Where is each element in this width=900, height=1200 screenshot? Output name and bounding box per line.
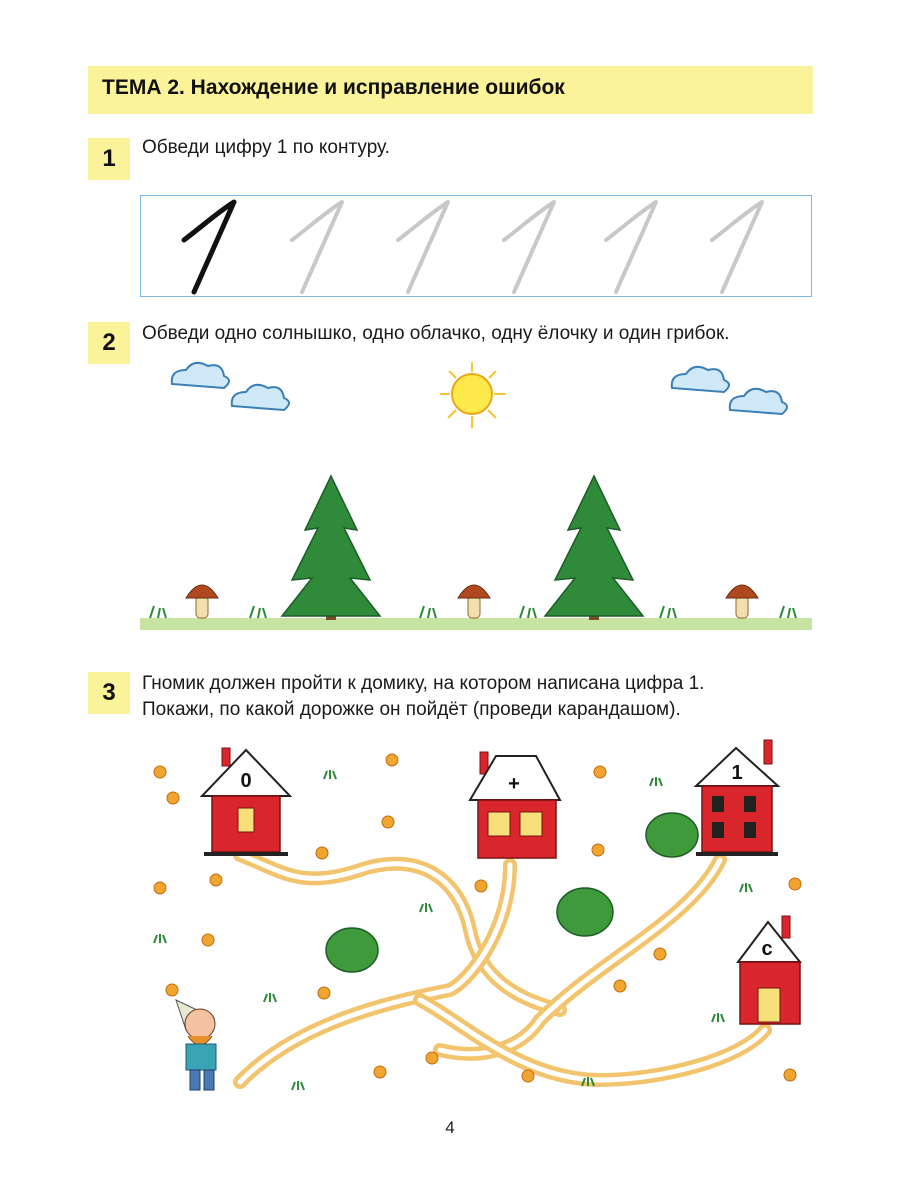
bush-icon <box>557 888 613 936</box>
house-plus[interactable] <box>470 752 560 858</box>
house-one[interactable] <box>696 740 778 856</box>
page-number: 4 <box>445 1118 455 1137</box>
house-c[interactable] <box>738 916 800 1024</box>
task-number-1: 1 <box>88 138 130 180</box>
bush-icon <box>326 928 378 972</box>
house-sign-plus: + <box>508 773 520 795</box>
house-sign-c: с <box>761 938 773 960</box>
task-1-text: Обведи цифру 1 по контуру. <box>142 137 390 158</box>
gnome-icon[interactable] <box>176 1000 216 1090</box>
topic-title: ТЕМА 2. Нахождение и исправление ошибок <box>102 76 565 99</box>
task-number-2: 2 <box>88 322 130 364</box>
house-sign-1: 1 <box>731 762 743 784</box>
task-3-text-line-1: Гномик должен пройти к домику, на котором написана цифра 1. <box>142 673 705 694</box>
house-sign-0: 0 <box>240 770 252 792</box>
task-number-3: 3 <box>88 672 130 714</box>
task-2-text: Обведи одно солнышко, одно облачко, одну ёлочку и один грибок. <box>142 323 730 344</box>
bush-icon <box>646 813 698 857</box>
task-3-text-line-2: Покажи, по какой дорожке он пойдёт (проведи карандашом). <box>142 699 681 720</box>
path-to-house-c[interactable] <box>420 1000 765 1080</box>
house-zero[interactable] <box>202 748 290 856</box>
